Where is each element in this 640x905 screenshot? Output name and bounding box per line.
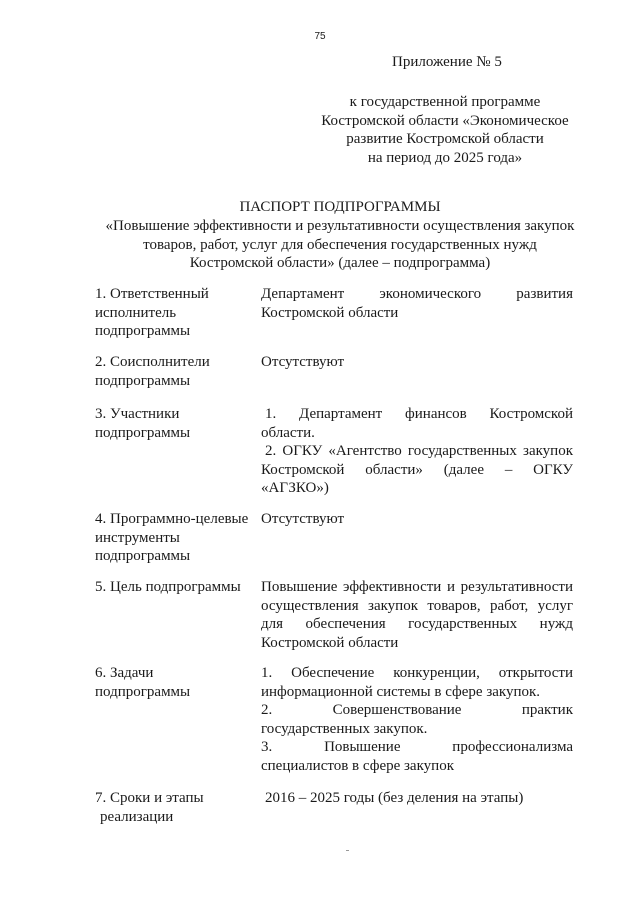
row-label: [95, 578, 255, 597]
row-label-line: 1. Ответственный: [95, 286, 209, 302]
row-label-line: инструменты: [95, 529, 180, 546]
row-value-line: Отсутствуют: [261, 511, 345, 527]
row-value: [261, 510, 573, 529]
row-label: [95, 353, 255, 390]
row-value-line: 3. Повышение профессионализма: [261, 739, 573, 755]
row-label-line: 7. Сроки и этапы: [95, 790, 204, 806]
row-value: [261, 789, 573, 808]
row-value-line: Повышение эффективности и результативности: [261, 579, 573, 595]
passport-subtitle-line: «Повышение эффективности и результативности осуществления закупок: [105, 217, 575, 234]
row-value-line: для обеспечения государственных нужд: [261, 616, 573, 632]
row-label-line: подпрограммы: [95, 683, 191, 700]
passport-heading: [60, 198, 620, 273]
row-value: [261, 353, 573, 372]
page-number: 75: [314, 31, 326, 42]
row-value-line: 2016 – 2025 годы (без деления на этапы): [265, 790, 524, 806]
appendix-ref-line: к государственной программе: [349, 94, 541, 110]
row-label: [95, 510, 255, 566]
row-value-line: области.: [261, 424, 315, 441]
row-value-line: информационной системы в сфере закупок.: [261, 683, 541, 700]
row-value-line: Костромской области: [261, 304, 399, 321]
row-label: [95, 664, 255, 701]
row-value-line: государственных закупок.: [261, 720, 428, 737]
row-value-line: 2. ОГКУ «Агентство государственных закупок: [265, 443, 573, 459]
appendix-title: Приложение № 5: [392, 54, 502, 70]
passport-subtitle-line: Костромской области» (далее – подпрограмма): [189, 255, 491, 272]
row-label: [95, 405, 255, 442]
row-value-line: осуществления закупок товаров, работ, услуг: [261, 597, 573, 614]
row-value: [261, 578, 573, 652]
row-value-line: Отсутствуют: [261, 354, 345, 370]
row-value: [261, 405, 573, 498]
row-label-line: подпрограммы: [95, 548, 191, 564]
appendix-reference: [300, 93, 590, 167]
row-label-line: 2. Соисполнители: [95, 354, 210, 370]
row-label-line: 3. Участники: [95, 406, 180, 422]
row-label-line: подпрограммы: [95, 372, 191, 389]
passport-subtitle-line: товаров, работ, услуг для обеспечения государственных нужд: [143, 236, 537, 253]
row-value-line: Костромской области» (далее – ОГКУ: [261, 461, 573, 478]
row-value-line: Департамент экономического развития: [261, 286, 573, 302]
row-label: [95, 789, 255, 826]
row-value-line: Костромской области: [261, 634, 399, 651]
row-label-line: подпрограммы: [95, 323, 191, 339]
row-label-line: реализации: [100, 808, 174, 825]
appendix-ref-line: на период до 2025 года»: [367, 149, 523, 166]
passport-title: ПАСПОРТ ПОДПРОГРАММЫ: [239, 199, 441, 215]
row-label-line: 5. Цель подпрограммы: [95, 579, 241, 595]
row-value-line: «АГЗКО»): [261, 480, 329, 496]
row-value-line: 2. Совершенствование практик: [261, 702, 573, 718]
row-value: [261, 285, 573, 322]
row-label-line: 4. Программно-целевые: [95, 511, 249, 527]
row-label-line: 6. Задачи: [95, 665, 154, 681]
row-label-line: подпрограммы: [95, 424, 191, 441]
row-value-line: 1. Обеспечение конкуренции, открытости: [261, 665, 573, 681]
appendix-ref-line: развитие Костромской области: [346, 131, 544, 148]
row-value-line: специалистов в сфере закупок: [261, 757, 454, 774]
scan-dot: [346, 850, 349, 851]
row-label: [95, 285, 255, 341]
appendix-ref-line: Костромской области «Экономическое: [321, 112, 569, 129]
row-label-line: исполнитель: [95, 304, 177, 321]
row-value: [261, 664, 573, 775]
row-value-line: 1. Департамент финансов Костромской: [265, 406, 573, 422]
